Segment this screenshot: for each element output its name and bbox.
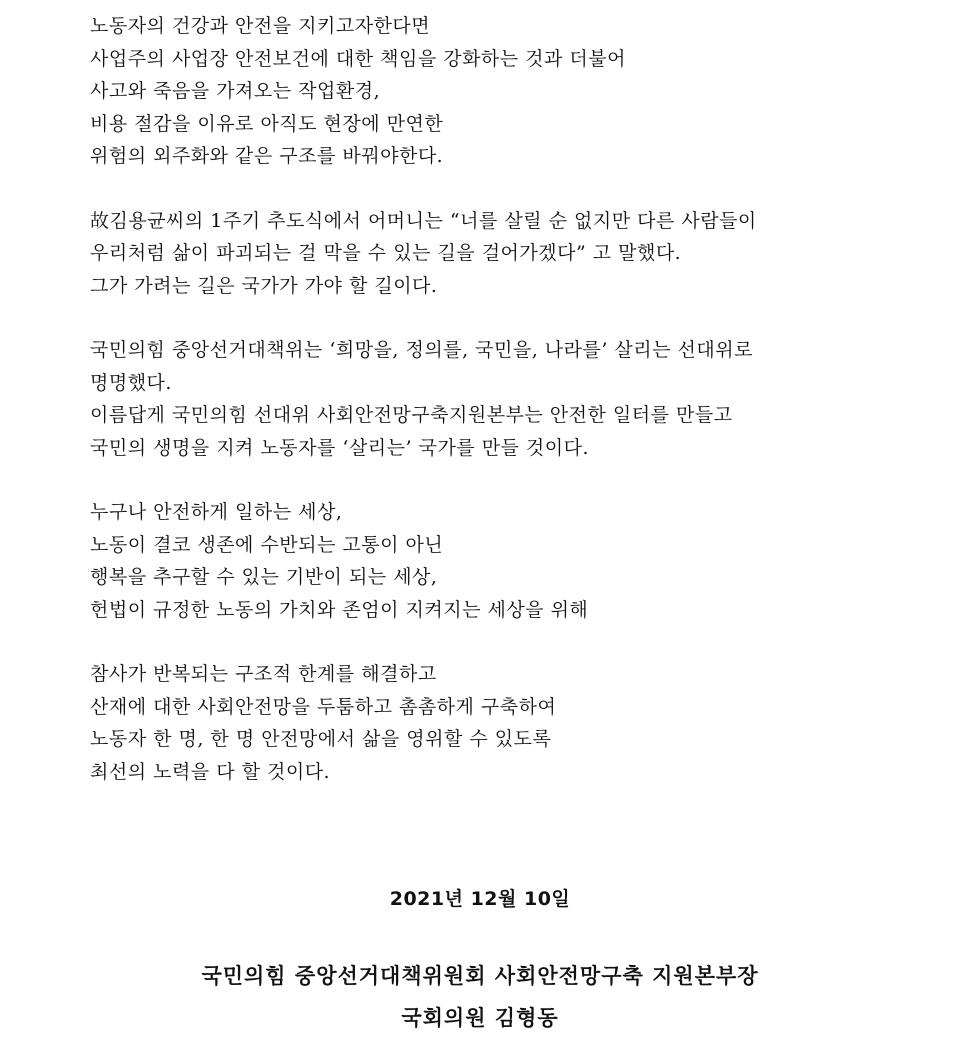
- signatory-organization: 국민의힘 중앙선거대책위원회 사회안전망구축 지원본부장: [201, 963, 759, 988]
- signatory-name: 국회의원 김형동: [401, 1005, 559, 1030]
- text-line: 우리처럼 삶이 파괴되는 걸 막을 수 있는 길을 걸어가겠다” 고 말했다.: [90, 242, 682, 264]
- text-line: 위험의 외주화와 같은 구조를 바꿔야한다.: [90, 145, 444, 167]
- text-line: 참사가 반복되는 구조적 한계를 해결하고: [90, 663, 437, 685]
- text-line: 故김용균씨의 1주기 추도식에서 어머니는 “너를 살릴 순 없지만 다른 사람들이: [90, 209, 757, 232]
- paragraph-3: [90, 334, 930, 464]
- text-line: 최선의 노력을 다 할 것이다.: [90, 760, 331, 783]
- paragraph-1: [90, 10, 930, 173]
- text-line: 그가 가려는 길은 국가가 가야 할 길이다.: [90, 274, 438, 297]
- text-line: 헌법이 규정한 노동의 가치와 존엄이 지켜지는 세상을 위해: [90, 598, 589, 621]
- paragraph-2: [90, 205, 930, 303]
- text-line: 행복을 추구할 수 있는 기반이 되는 세상,: [90, 566, 438, 588]
- text-line: 사업주의 사업장 안전보건에 대한 책임을 강화하는 것과 더불어: [90, 47, 626, 70]
- text-line: 비용 절감을 이유로 아직도 현장에 만연한: [90, 112, 444, 135]
- paragraph-5: [90, 658, 930, 788]
- text-line: 노동자 한 명, 한 명 안전망에서 삶을 영위할 수 있도록: [90, 728, 552, 750]
- text-line: 노동자의 건강과 안전을 지키고자한다면: [90, 15, 431, 37]
- statement-date: 2021년 12월 10일: [389, 888, 571, 910]
- text-line: 국민의힘 중앙선거대책위는 ‘희망을, 정의를, 국민을, 나라를’ 살리는 선대위로: [90, 339, 753, 361]
- statement-body: [90, 10, 930, 820]
- text-line: 누구나 안전하게 일하는 세상,: [90, 501, 343, 523]
- text-line: 노동이 결코 생존에 수반되는 고통이 아닌: [90, 533, 444, 556]
- text-line: 국민의 생명을 지켜 노동자를 ‘살리는’ 국가를 만들 것이다.: [90, 436, 590, 459]
- text-line: 명명했다.: [90, 371, 172, 394]
- paragraph-4: [90, 496, 930, 626]
- text-line: 산재에 대한 사회안전망을 두툼하고 촘촘하게 구축하여: [90, 695, 557, 718]
- text-line: 이름답게 국민의힘 선대위 사회안전망구축지원본부는 안전한 일터를 만들고: [90, 404, 733, 426]
- text-line: 사고와 죽음을 가져오는 작업환경,: [90, 80, 381, 102]
